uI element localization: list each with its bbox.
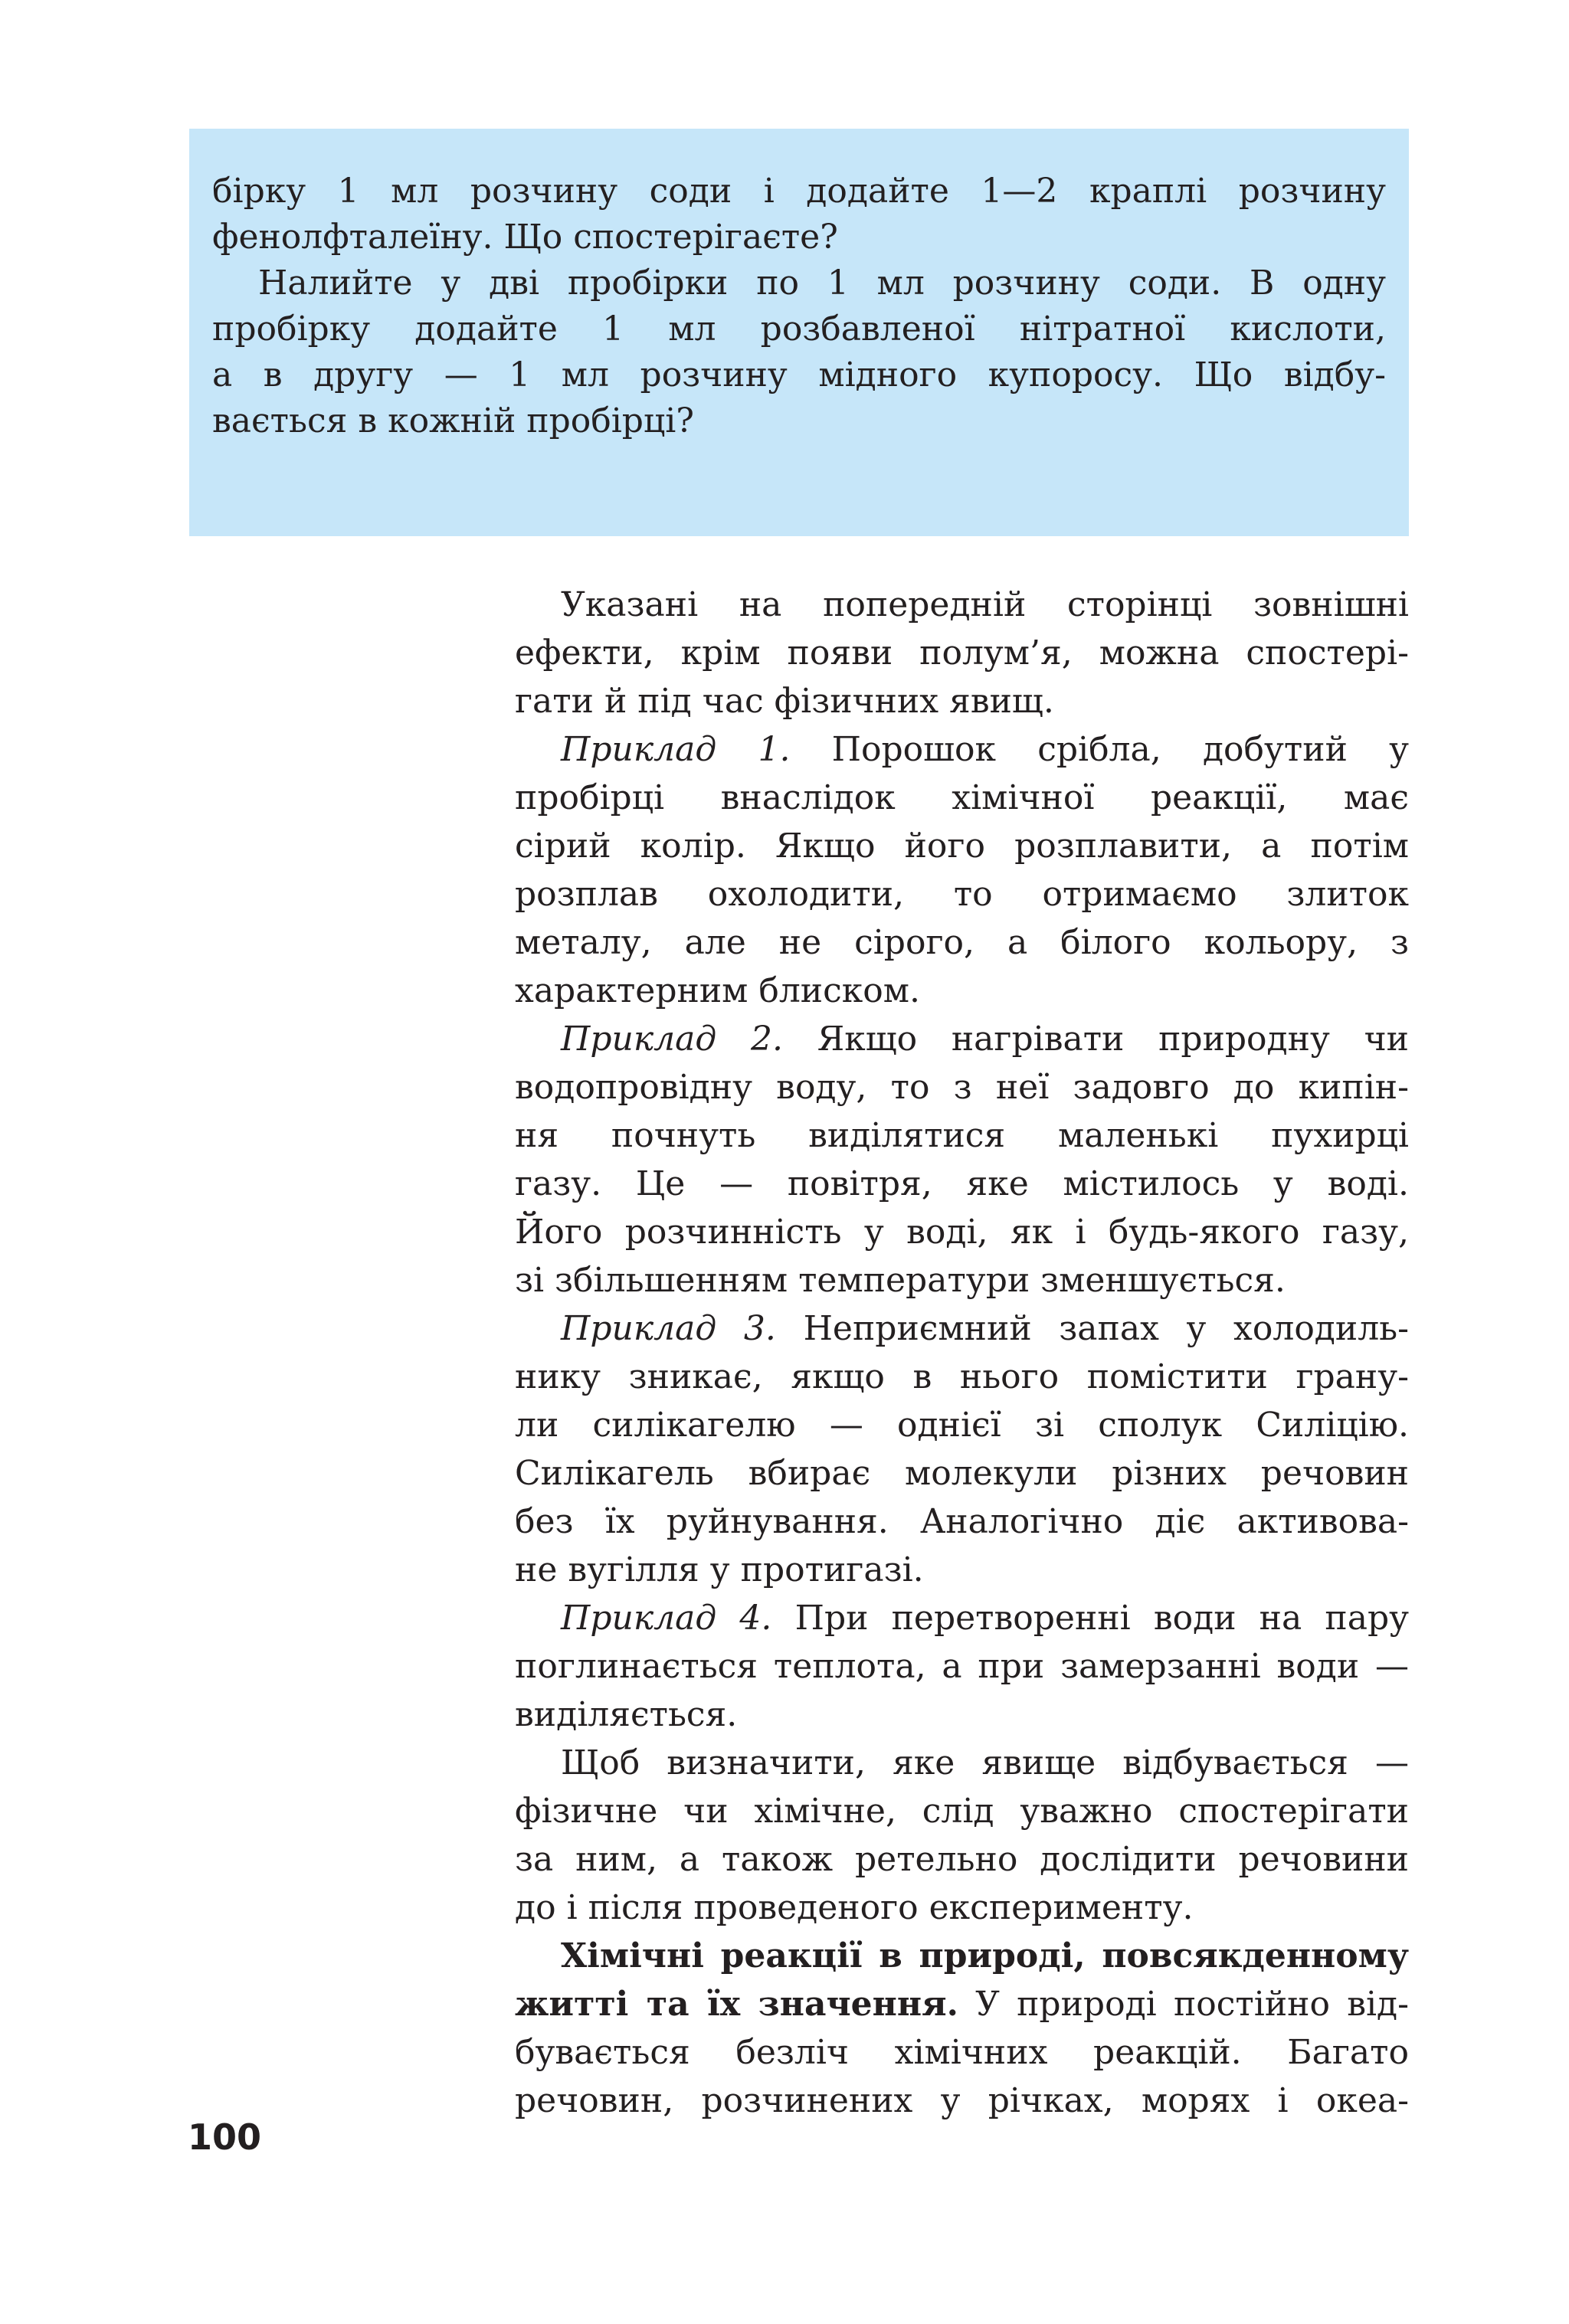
example-label: Приклад 4. <box>561 1599 772 1638</box>
text-line: не вугілля у протигазі. <box>515 1550 924 1589</box>
text-line: ня почнуть виділятися маленькі пухирці <box>515 1116 1409 1155</box>
example-label: Приклад 1. <box>561 730 791 769</box>
example-text: Порошок срібла, добутий у <box>790 730 1409 769</box>
text-line: характерним блиском. <box>515 971 920 1010</box>
main-text-column <box>515 581 1409 2125</box>
text-line: ли силікагелю — однієї зі сполук Силіцію. <box>515 1406 1409 1445</box>
text-line: виділяється. <box>515 1695 738 1734</box>
text-line: без їх руйнування. Аналогічно діє активова- <box>515 1502 1409 1541</box>
conclusion-paragraph <box>515 1739 1409 1932</box>
text-line: за ним, а також ретельно дослідити речовини <box>515 1840 1409 1879</box>
text-line: речовин, розчинених у річках, морях і океа- <box>515 2081 1409 2120</box>
text-line: пробірці внаслідок хімічної реакції, має <box>515 778 1409 817</box>
example-text: Якщо нагрівати природну чи <box>782 1020 1409 1059</box>
example-1-paragraph <box>515 725 1409 1015</box>
text-line: нику зникає, якщо в нього помістити грану- <box>515 1357 1409 1396</box>
text-line: зі збільшенням температури зменшується. <box>515 1261 1286 1300</box>
text-line: Щоб визначити, яке явище відбувається — <box>561 1743 1409 1782</box>
example-label: Приклад 3. <box>561 1309 776 1348</box>
text-line: водопровідну воду, то з неї задовго до кипін- <box>515 1068 1409 1107</box>
page-number: 100 <box>188 2116 262 2158</box>
section-heading: житті та їх значення. <box>515 1985 958 2024</box>
text-line <box>515 1304 1409 1353</box>
example-text: Неприємний запах у холодиль- <box>775 1309 1409 1348</box>
text-line: Його розчинність у воді, як і будь-якого газу, <box>515 1213 1409 1252</box>
text-line: Указані на попередній сторінці зовнішні <box>561 585 1409 624</box>
text-line: Силікагель вбирає молекули різних речовин <box>515 1454 1409 1493</box>
text-line: до і після проведеного експерименту. <box>515 1888 1194 1927</box>
text-line: поглинається теплота, а при замерзанні води — <box>515 1647 1409 1686</box>
section-heading: Хімічні реакції в природі, повсякденному <box>561 1936 1409 1975</box>
text-line: розплав охолодити, то отримаємо злиток <box>515 875 1409 914</box>
text-line <box>515 1980 1409 2028</box>
task-line: вається в кожній пробірці? <box>212 401 694 440</box>
section-text: У природі постійно від- <box>958 1985 1409 2024</box>
example-4-paragraph <box>515 1594 1409 1739</box>
task-line: а в другу — 1 мл розчину мідного купоросу. Що відбу- <box>212 355 1386 394</box>
text-line: ефекти, крім появи полум’я, можна спостері- <box>515 633 1409 673</box>
text-line: металу, але не сірого, а білого кольору, з <box>515 923 1409 962</box>
text-line: сірий колір. Якщо його розплавити, а потім <box>515 826 1409 866</box>
task-line: Налийте у дві пробірки по 1 мл розчину соди. В одну <box>258 263 1386 303</box>
intro-paragraph <box>515 581 1409 725</box>
task-line: бірку 1 мл розчину соди і додайте 1—2 краплі розчину <box>212 172 1386 211</box>
example-2-paragraph <box>515 1015 1409 1304</box>
task-line: фенолфталеїну. Що спостерігаєте? <box>212 218 838 257</box>
example-3-paragraph <box>515 1304 1409 1594</box>
example-label: Приклад 2. <box>561 1020 783 1059</box>
example-text: При перетворенні води на пару <box>771 1599 1409 1638</box>
text-line <box>515 1594 1409 1642</box>
text-line: фізичне чи хімічне, слід уважно спостерігати <box>515 1792 1409 1831</box>
text-line: бувається безліч хімічних реакцій. Багато <box>515 2033 1409 2072</box>
text-line <box>515 1015 1409 1063</box>
text-line: газу. Це — повітря, яке містилось у воді. <box>515 1164 1409 1203</box>
text-line <box>515 725 1409 774</box>
task-line: пробірку додайте 1 мл розбавленої нітратної кислоти, <box>212 309 1386 349</box>
section-paragraph <box>515 1932 1409 2125</box>
task-box <box>189 129 1409 536</box>
text-line: гати й під час фізичних явищ. <box>515 682 1054 721</box>
